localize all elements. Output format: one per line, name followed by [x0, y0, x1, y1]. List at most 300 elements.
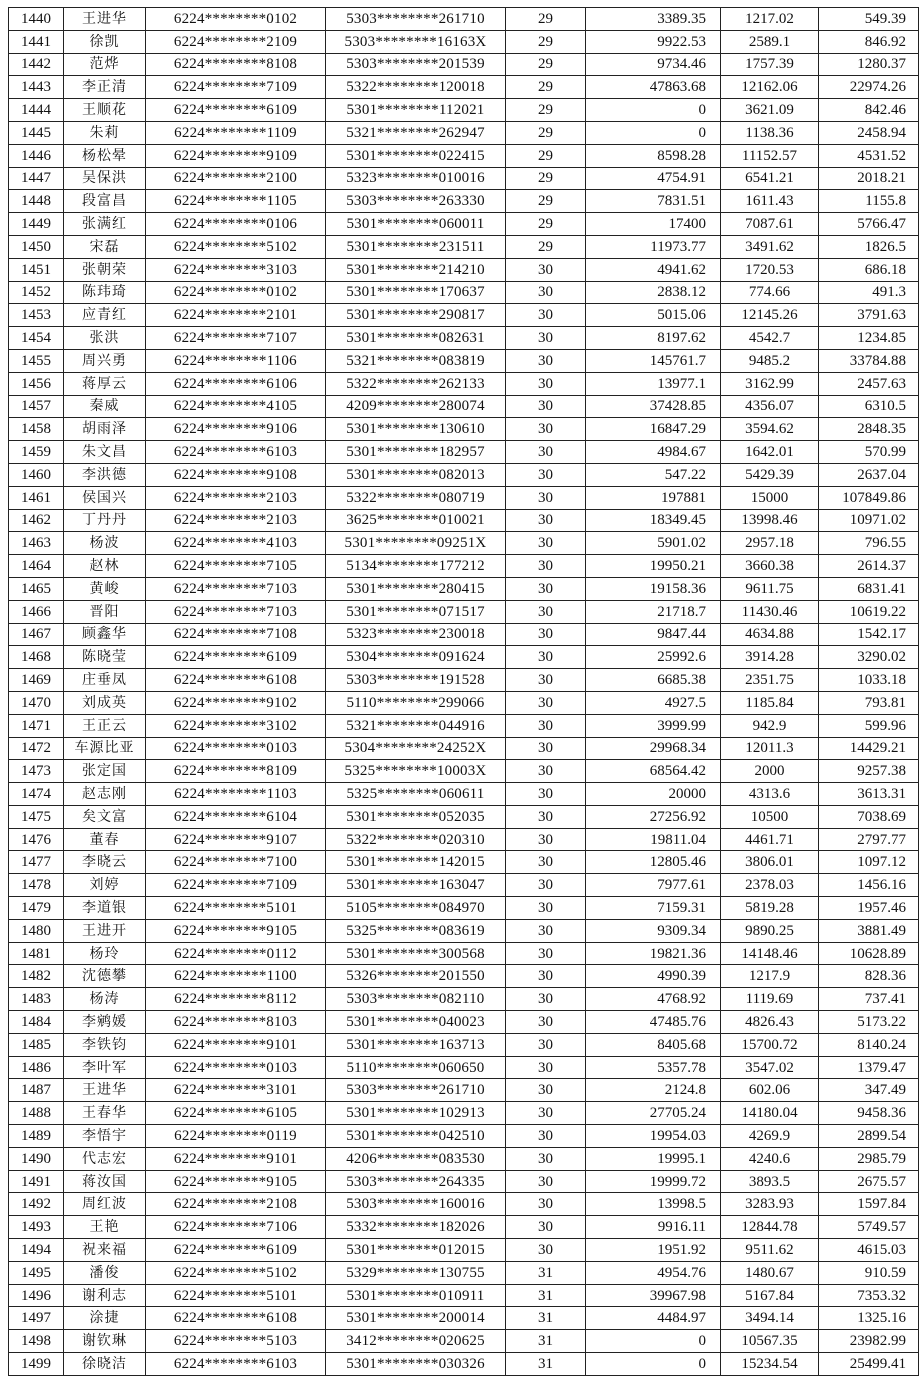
row-number-cell: 1490 — [9, 1147, 64, 1170]
age-cell: 30 — [506, 463, 586, 486]
id-number-cell: 5321********083819 — [326, 349, 506, 372]
amount-3-cell: 2614.37 — [819, 555, 919, 578]
bank-card-cell: 6224********2100 — [146, 167, 326, 190]
age-cell: 30 — [506, 851, 586, 874]
bank-card-cell: 6224********1103 — [146, 783, 326, 806]
age-cell: 30 — [506, 1170, 586, 1193]
amount-2-cell: 9611.75 — [721, 577, 819, 600]
row-number-cell: 1453 — [9, 304, 64, 327]
row-number-cell: 1457 — [9, 395, 64, 418]
row-number-cell: 1484 — [9, 1011, 64, 1034]
age-cell: 30 — [506, 1193, 586, 1216]
name-cell: 宋磊 — [64, 235, 146, 258]
table-row — [9, 1261, 919, 1284]
amount-3-cell: 491.3 — [819, 281, 919, 304]
amount-2-cell: 1480.67 — [721, 1261, 819, 1284]
age-cell: 30 — [506, 281, 586, 304]
amount-2-cell: 12011.3 — [721, 737, 819, 760]
amount-1-cell: 4754.91 — [586, 167, 721, 190]
age-cell: 29 — [506, 30, 586, 53]
amount-2-cell: 4313.6 — [721, 783, 819, 806]
amount-3-cell: 910.59 — [819, 1261, 919, 1284]
bank-card-cell: 6224********7103 — [146, 577, 326, 600]
amount-3-cell: 3881.49 — [819, 919, 919, 942]
name-cell: 王顺花 — [64, 99, 146, 122]
id-number-cell: 5303********261710 — [326, 1079, 506, 1102]
id-number-cell: 5301********082631 — [326, 327, 506, 350]
amount-2-cell: 3914.28 — [721, 646, 819, 669]
age-cell: 30 — [506, 1079, 586, 1102]
amount-2-cell: 6541.21 — [721, 167, 819, 190]
amount-1-cell: 19999.72 — [586, 1170, 721, 1193]
table-row — [9, 646, 919, 669]
amount-3-cell: 5749.57 — [819, 1216, 919, 1239]
amount-2-cell: 10567.35 — [721, 1330, 819, 1353]
table-row — [9, 486, 919, 509]
table-row — [9, 53, 919, 76]
table-row — [9, 783, 919, 806]
amount-3-cell: 1325.16 — [819, 1307, 919, 1330]
name-cell: 应青红 — [64, 304, 146, 327]
age-cell: 30 — [506, 805, 586, 828]
name-cell: 周红波 — [64, 1193, 146, 1216]
amount-3-cell: 3791.63 — [819, 304, 919, 327]
table-row — [9, 1011, 919, 1034]
bank-card-cell: 6224********5103 — [146, 1330, 326, 1353]
table-row — [9, 942, 919, 965]
age-cell: 30 — [506, 919, 586, 942]
row-number-cell: 1471 — [9, 714, 64, 737]
amount-1-cell: 13998.5 — [586, 1193, 721, 1216]
id-number-cell: 5301********112021 — [326, 99, 506, 122]
id-number-cell: 5301********042510 — [326, 1125, 506, 1148]
table-row — [9, 988, 919, 1011]
id-number-cell: 5301********060011 — [326, 213, 506, 236]
amount-1-cell: 68564.42 — [586, 760, 721, 783]
name-cell: 李悟宇 — [64, 1125, 146, 1148]
id-number-cell: 5301********214210 — [326, 258, 506, 281]
bank-card-cell: 6224********1105 — [146, 190, 326, 213]
amount-2-cell: 9485.2 — [721, 349, 819, 372]
amount-1-cell: 8197.62 — [586, 327, 721, 350]
row-number-cell: 1496 — [9, 1284, 64, 1307]
name-cell: 王进开 — [64, 919, 146, 942]
name-cell: 谢利志 — [64, 1284, 146, 1307]
name-cell: 李鹓媛 — [64, 1011, 146, 1034]
table-row — [9, 167, 919, 190]
bank-card-cell: 6224********9107 — [146, 828, 326, 851]
table-row — [9, 281, 919, 304]
amount-3-cell: 1379.47 — [819, 1056, 919, 1079]
row-number-cell: 1460 — [9, 463, 64, 486]
age-cell: 29 — [506, 76, 586, 99]
amount-3-cell: 10971.02 — [819, 509, 919, 532]
row-number-cell: 1470 — [9, 691, 64, 714]
bank-card-cell: 6224********2103 — [146, 486, 326, 509]
age-cell: 30 — [506, 555, 586, 578]
row-number-cell: 1498 — [9, 1330, 64, 1353]
bank-card-cell: 6224********7103 — [146, 600, 326, 623]
row-number-cell: 1473 — [9, 760, 64, 783]
table-row — [9, 144, 919, 167]
amount-1-cell: 9916.11 — [586, 1216, 721, 1239]
amount-1-cell: 9847.44 — [586, 623, 721, 646]
amount-2-cell: 1757.39 — [721, 53, 819, 76]
table-row — [9, 418, 919, 441]
bank-card-cell: 6224********4103 — [146, 532, 326, 555]
amount-2-cell: 11152.57 — [721, 144, 819, 167]
amount-3-cell: 1957.46 — [819, 897, 919, 920]
row-number-cell: 1478 — [9, 874, 64, 897]
table-row — [9, 669, 919, 692]
name-cell: 蒋汝国 — [64, 1170, 146, 1193]
row-number-cell: 1461 — [9, 486, 64, 509]
table-row — [9, 235, 919, 258]
age-cell: 29 — [506, 190, 586, 213]
id-number-cell: 5301********09251X — [326, 532, 506, 555]
amount-1-cell: 11973.77 — [586, 235, 721, 258]
age-cell: 30 — [506, 509, 586, 532]
table-row — [9, 509, 919, 532]
table-row — [9, 99, 919, 122]
id-number-cell: 5303********082110 — [326, 988, 506, 1011]
table-row — [9, 577, 919, 600]
amount-2-cell: 3806.01 — [721, 851, 819, 874]
row-number-cell: 1456 — [9, 372, 64, 395]
amount-1-cell: 0 — [586, 121, 721, 144]
amount-3-cell: 846.92 — [819, 30, 919, 53]
age-cell: 30 — [506, 623, 586, 646]
amount-2-cell: 7087.61 — [721, 213, 819, 236]
amount-2-cell: 3594.62 — [721, 418, 819, 441]
name-cell: 潘俊 — [64, 1261, 146, 1284]
amount-2-cell: 14180.04 — [721, 1102, 819, 1125]
row-number-cell: 1468 — [9, 646, 64, 669]
bank-card-cell: 6224********9105 — [146, 1170, 326, 1193]
table-row — [9, 874, 919, 897]
amount-3-cell: 1155.8 — [819, 190, 919, 213]
age-cell: 29 — [506, 53, 586, 76]
id-number-cell: 5323********230018 — [326, 623, 506, 646]
age-cell: 30 — [506, 646, 586, 669]
table-row — [9, 1239, 919, 1262]
name-cell: 段富昌 — [64, 190, 146, 213]
bank-card-cell: 6224********9109 — [146, 144, 326, 167]
id-number-cell: 5301********022415 — [326, 144, 506, 167]
table-row — [9, 851, 919, 874]
age-cell: 30 — [506, 395, 586, 418]
name-cell: 顾鑫华 — [64, 623, 146, 646]
amount-1-cell: 3999.99 — [586, 714, 721, 737]
age-cell: 30 — [506, 828, 586, 851]
name-cell: 涂捷 — [64, 1307, 146, 1330]
age-cell: 30 — [506, 1125, 586, 1148]
table-row — [9, 897, 919, 920]
amount-2-cell: 14148.46 — [721, 942, 819, 965]
name-cell: 秦威 — [64, 395, 146, 418]
age-cell: 30 — [506, 304, 586, 327]
amount-1-cell: 4941.62 — [586, 258, 721, 281]
amount-1-cell: 4484.97 — [586, 1307, 721, 1330]
id-number-cell: 5304********091624 — [326, 646, 506, 669]
amount-2-cell: 2957.18 — [721, 532, 819, 555]
amount-2-cell: 5167.84 — [721, 1284, 819, 1307]
age-cell: 31 — [506, 1284, 586, 1307]
name-cell: 朱文昌 — [64, 441, 146, 464]
row-number-cell: 1477 — [9, 851, 64, 874]
table-row — [9, 1193, 919, 1216]
table-row — [9, 76, 919, 99]
id-number-cell: 5301********130610 — [326, 418, 506, 441]
table-row — [9, 1033, 919, 1056]
amount-3-cell: 599.96 — [819, 714, 919, 737]
row-number-cell: 1481 — [9, 942, 64, 965]
row-number-cell: 1476 — [9, 828, 64, 851]
amount-1-cell: 27705.24 — [586, 1102, 721, 1125]
amount-1-cell: 7831.51 — [586, 190, 721, 213]
amount-3-cell: 2637.04 — [819, 463, 919, 486]
amount-1-cell: 19811.04 — [586, 828, 721, 851]
amount-2-cell: 4356.07 — [721, 395, 819, 418]
amount-3-cell: 7038.69 — [819, 805, 919, 828]
amount-1-cell: 547.22 — [586, 463, 721, 486]
id-number-cell: 5301********300568 — [326, 942, 506, 965]
amount-3-cell: 6831.41 — [819, 577, 919, 600]
row-number-cell: 1475 — [9, 805, 64, 828]
row-number-cell: 1465 — [9, 577, 64, 600]
bank-card-cell: 6224********3103 — [146, 258, 326, 281]
table-row — [9, 441, 919, 464]
amount-1-cell: 37428.85 — [586, 395, 721, 418]
row-number-cell: 1469 — [9, 669, 64, 692]
bank-card-cell: 6224********7100 — [146, 851, 326, 874]
row-number-cell: 1455 — [9, 349, 64, 372]
row-number-cell: 1448 — [9, 190, 64, 213]
row-number-cell: 1466 — [9, 600, 64, 623]
amount-1-cell: 4990.39 — [586, 965, 721, 988]
amount-3-cell: 1280.37 — [819, 53, 919, 76]
bank-card-cell: 6224********5101 — [146, 1284, 326, 1307]
table-row — [9, 555, 919, 578]
age-cell: 30 — [506, 737, 586, 760]
bank-card-cell: 6224********6109 — [146, 646, 326, 669]
amount-2-cell: 1217.02 — [721, 8, 819, 31]
age-cell: 30 — [506, 760, 586, 783]
amount-3-cell: 1234.85 — [819, 327, 919, 350]
amount-1-cell: 9922.53 — [586, 30, 721, 53]
name-cell: 黄峻 — [64, 577, 146, 600]
bank-card-cell: 6224********9101 — [146, 1147, 326, 1170]
table-row — [9, 1216, 919, 1239]
amount-2-cell: 15700.72 — [721, 1033, 819, 1056]
amount-3-cell: 1542.17 — [819, 623, 919, 646]
name-cell: 王正云 — [64, 714, 146, 737]
table-row — [9, 1170, 919, 1193]
table-row — [9, 304, 919, 327]
id-number-cell: 5325********083619 — [326, 919, 506, 942]
id-number-cell: 5321********044916 — [326, 714, 506, 737]
amount-3-cell: 686.18 — [819, 258, 919, 281]
age-cell: 30 — [506, 669, 586, 692]
row-number-cell: 1463 — [9, 532, 64, 555]
row-number-cell: 1451 — [9, 258, 64, 281]
id-number-cell: 5303********264335 — [326, 1170, 506, 1193]
age-cell: 30 — [506, 988, 586, 1011]
amount-2-cell: 10500 — [721, 805, 819, 828]
table-row — [9, 463, 919, 486]
table-row — [9, 760, 919, 783]
amount-1-cell: 27256.92 — [586, 805, 721, 828]
amount-1-cell: 39967.98 — [586, 1284, 721, 1307]
row-number-cell: 1474 — [9, 783, 64, 806]
row-number-cell: 1464 — [9, 555, 64, 578]
bank-card-cell: 6224********7108 — [146, 623, 326, 646]
table-row — [9, 737, 919, 760]
row-number-cell: 1442 — [9, 53, 64, 76]
amount-2-cell: 3660.38 — [721, 555, 819, 578]
table-row — [9, 805, 919, 828]
bank-card-cell: 6224********6109 — [146, 1239, 326, 1262]
bank-card-cell: 6224********0103 — [146, 737, 326, 760]
row-number-cell: 1487 — [9, 1079, 64, 1102]
amount-3-cell: 2899.54 — [819, 1125, 919, 1148]
amount-1-cell: 19158.36 — [586, 577, 721, 600]
row-number-cell: 1488 — [9, 1102, 64, 1125]
amount-1-cell: 4984.67 — [586, 441, 721, 464]
amount-2-cell: 3547.02 — [721, 1056, 819, 1079]
age-cell: 30 — [506, 1033, 586, 1056]
amount-1-cell: 8405.68 — [586, 1033, 721, 1056]
amount-1-cell: 5357.78 — [586, 1056, 721, 1079]
id-number-cell: 5329********130755 — [326, 1261, 506, 1284]
age-cell: 30 — [506, 532, 586, 555]
amount-1-cell: 17400 — [586, 213, 721, 236]
table-row — [9, 1079, 919, 1102]
age-cell: 29 — [506, 213, 586, 236]
id-number-cell: 5325********10003X — [326, 760, 506, 783]
amount-2-cell: 15000 — [721, 486, 819, 509]
name-cell: 周兴勇 — [64, 349, 146, 372]
bank-card-cell: 6224********1106 — [146, 349, 326, 372]
amount-2-cell: 4240.6 — [721, 1147, 819, 1170]
id-number-cell: 5303********16163X — [326, 30, 506, 53]
name-cell: 王进华 — [64, 1079, 146, 1102]
id-number-cell: 5326********201550 — [326, 965, 506, 988]
id-number-cell: 5301********142015 — [326, 851, 506, 874]
amount-3-cell: 10628.89 — [819, 942, 919, 965]
name-cell: 徐凯 — [64, 30, 146, 53]
bank-card-cell: 6224********6108 — [146, 1307, 326, 1330]
row-number-cell: 1489 — [9, 1125, 64, 1148]
amount-1-cell: 0 — [586, 99, 721, 122]
amount-1-cell: 0 — [586, 1330, 721, 1353]
table-row — [9, 1330, 919, 1353]
amount-1-cell: 6685.38 — [586, 669, 721, 692]
amount-3-cell: 2458.94 — [819, 121, 919, 144]
name-cell: 李正清 — [64, 76, 146, 99]
name-cell: 蒋厚云 — [64, 372, 146, 395]
table-row — [9, 965, 919, 988]
bank-card-cell: 6224********8112 — [146, 988, 326, 1011]
amount-2-cell: 3494.14 — [721, 1307, 819, 1330]
amount-1-cell: 9309.34 — [586, 919, 721, 942]
amount-2-cell: 1720.53 — [721, 258, 819, 281]
table-row — [9, 213, 919, 236]
name-cell: 张朝荣 — [64, 258, 146, 281]
row-number-cell: 1485 — [9, 1033, 64, 1056]
id-number-cell: 5301********040023 — [326, 1011, 506, 1034]
amount-3-cell: 347.49 — [819, 1079, 919, 1102]
age-cell: 29 — [506, 121, 586, 144]
amount-3-cell: 6310.5 — [819, 395, 919, 418]
age-cell: 31 — [506, 1353, 586, 1376]
amount-2-cell: 12162.06 — [721, 76, 819, 99]
bank-card-cell: 6224********5102 — [146, 235, 326, 258]
name-cell: 丁丹丹 — [64, 509, 146, 532]
id-number-cell: 5301********163713 — [326, 1033, 506, 1056]
table-row — [9, 1284, 919, 1307]
row-number-cell: 1450 — [9, 235, 64, 258]
name-cell: 徐晓洁 — [64, 1353, 146, 1376]
amount-3-cell: 793.81 — [819, 691, 919, 714]
id-number-cell: 5323********010016 — [326, 167, 506, 190]
name-cell: 刘成英 — [64, 691, 146, 714]
row-number-cell: 1462 — [9, 509, 64, 532]
amount-1-cell: 2838.12 — [586, 281, 721, 304]
amount-3-cell: 107849.86 — [819, 486, 919, 509]
bank-card-cell: 6224********2101 — [146, 304, 326, 327]
name-cell: 范烨 — [64, 53, 146, 76]
amount-2-cell: 3893.5 — [721, 1170, 819, 1193]
id-number-cell: 5301********082013 — [326, 463, 506, 486]
row-number-cell: 1445 — [9, 121, 64, 144]
table-row — [9, 714, 919, 737]
table-row — [9, 1102, 919, 1125]
amount-1-cell: 8598.28 — [586, 144, 721, 167]
amount-1-cell: 20000 — [586, 783, 721, 806]
id-number-cell: 4206********083530 — [326, 1147, 506, 1170]
name-cell: 李道银 — [64, 897, 146, 920]
row-number-cell: 1494 — [9, 1239, 64, 1262]
table-row — [9, 395, 919, 418]
age-cell: 30 — [506, 441, 586, 464]
amount-3-cell: 1826.5 — [819, 235, 919, 258]
age-cell: 29 — [506, 235, 586, 258]
name-cell: 张洪 — [64, 327, 146, 350]
amount-3-cell: 4615.03 — [819, 1239, 919, 1262]
amount-1-cell: 21718.7 — [586, 600, 721, 623]
table-row — [9, 190, 919, 213]
bank-card-cell: 6224********0112 — [146, 942, 326, 965]
amount-3-cell: 7353.32 — [819, 1284, 919, 1307]
amount-3-cell: 570.99 — [819, 441, 919, 464]
bank-card-cell: 6224********6108 — [146, 669, 326, 692]
name-cell: 朱莉 — [64, 121, 146, 144]
amount-1-cell: 19995.1 — [586, 1147, 721, 1170]
amount-2-cell: 3162.99 — [721, 372, 819, 395]
bank-card-cell: 6224********6106 — [146, 372, 326, 395]
amount-3-cell: 2675.57 — [819, 1170, 919, 1193]
amount-3-cell: 22974.26 — [819, 76, 919, 99]
table-row — [9, 8, 919, 31]
name-cell: 赵林 — [64, 555, 146, 578]
row-number-cell: 1482 — [9, 965, 64, 988]
id-number-cell: 5303********261710 — [326, 8, 506, 31]
table-row — [9, 1307, 919, 1330]
name-cell: 侯国兴 — [64, 486, 146, 509]
age-cell: 30 — [506, 1056, 586, 1079]
table-row — [9, 1125, 919, 1148]
